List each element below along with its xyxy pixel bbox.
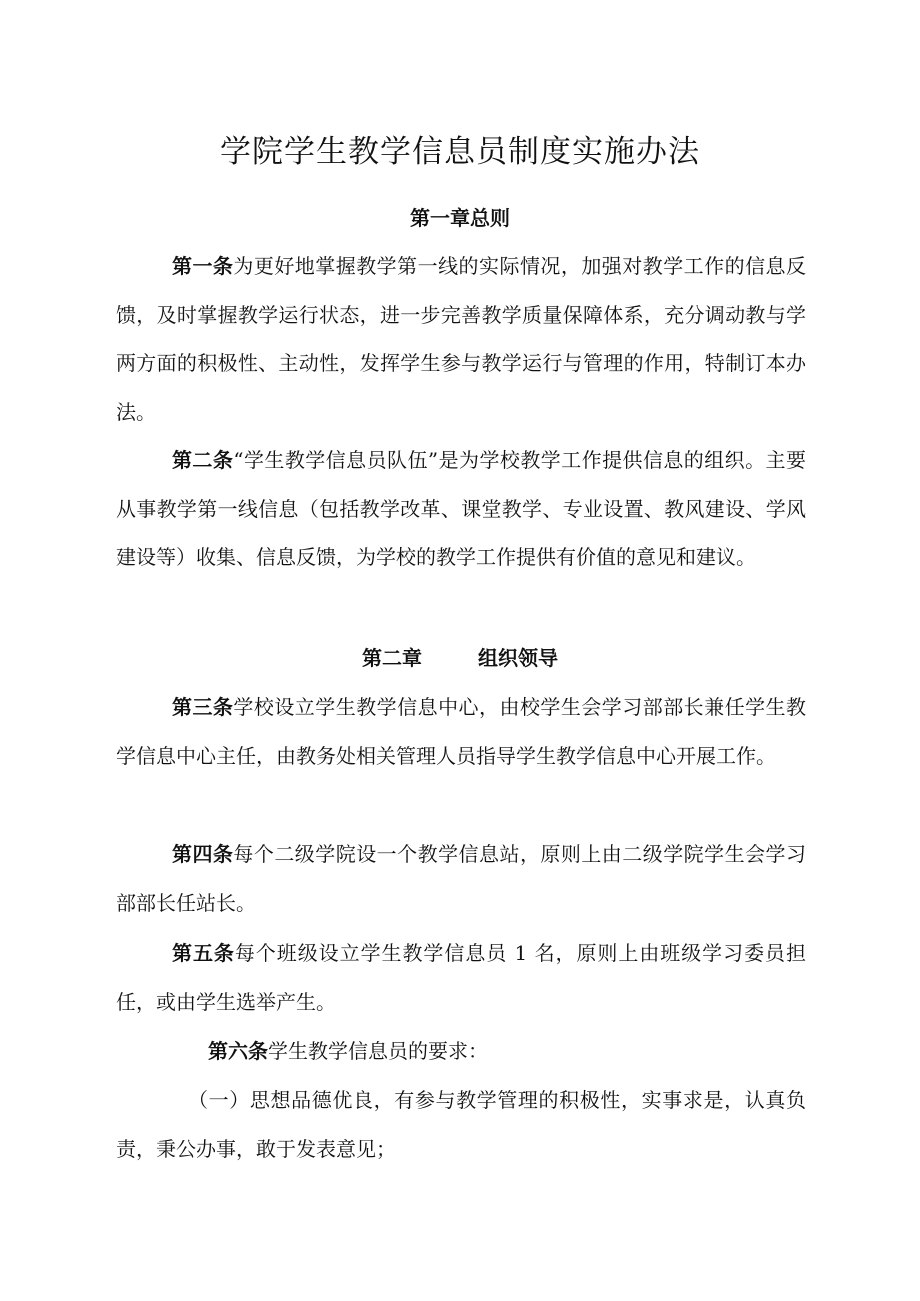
- article-2-text: “学生教学信息员队伍”是为学校教学工作提供信息的组织。主要从事教学第一线信息（包括教学改革、课堂教学、专业设置、教风建设、学风建设等）收集、信息反馈，为学校的教学工作提供有价值的意见和建议。: [116, 448, 806, 569]
- article-1-text: 为更好地掌握教学第一线的实际情况，加强对教学工作的信息反馈，及时掌握教学运行状态，进一步完善教学质量保障体系，充分调动教与学两方面的积极性、主动性，发挥学生参与教学运行与管理的作用，特制订本办法。: [116, 254, 807, 424]
- article-5-text: 每个班级设立学生教学信息员 1 名，原则上由班级学习委员担任，或由学生选举产生。: [116, 941, 806, 1014]
- article-1-label: 第一条: [172, 254, 234, 278]
- article-3: [116, 683, 806, 780]
- document-title: 学院学生教学信息员制度实施办法: [220, 134, 700, 170]
- article-5-label: 第五条: [172, 941, 235, 965]
- article-6-label: 第六条: [208, 1039, 268, 1063]
- article-4: [116, 830, 806, 927]
- article-6-text: 学生教学信息员的要求：: [268, 1039, 488, 1063]
- article-2: [116, 436, 806, 582]
- chapter-2-heading: [0, 638, 920, 678]
- requirement-item-1: （一）思想品德优良，有参与教学管理的积极性，实事求是，认真负责，秉公办事，敢于发表意见；: [116, 1088, 806, 1161]
- article-4-text: 每个二级学院设一个教学信息站，原则上由二级学院学生会学习部部长任站长。: [116, 842, 807, 915]
- article-4-label: 第四条: [172, 842, 234, 866]
- article-2-label: 第二条: [172, 448, 234, 472]
- article-1: [116, 242, 806, 436]
- article-5: [116, 929, 806, 1026]
- article-3-label: 第三条: [172, 695, 234, 719]
- article-6: [116, 1027, 806, 1076]
- chapter-1-heading: 第一章总则: [410, 206, 510, 230]
- article-3-text: 学校设立学生教学信息中心，由校学生会学习部部长兼任学生教学信息中心主任，由教务处相关管理人员指导学生教学信息中心开展工作。: [116, 695, 807, 768]
- chapter-2-name: 组织领导: [478, 646, 558, 670]
- chapter-2-number: 第二章: [362, 646, 422, 670]
